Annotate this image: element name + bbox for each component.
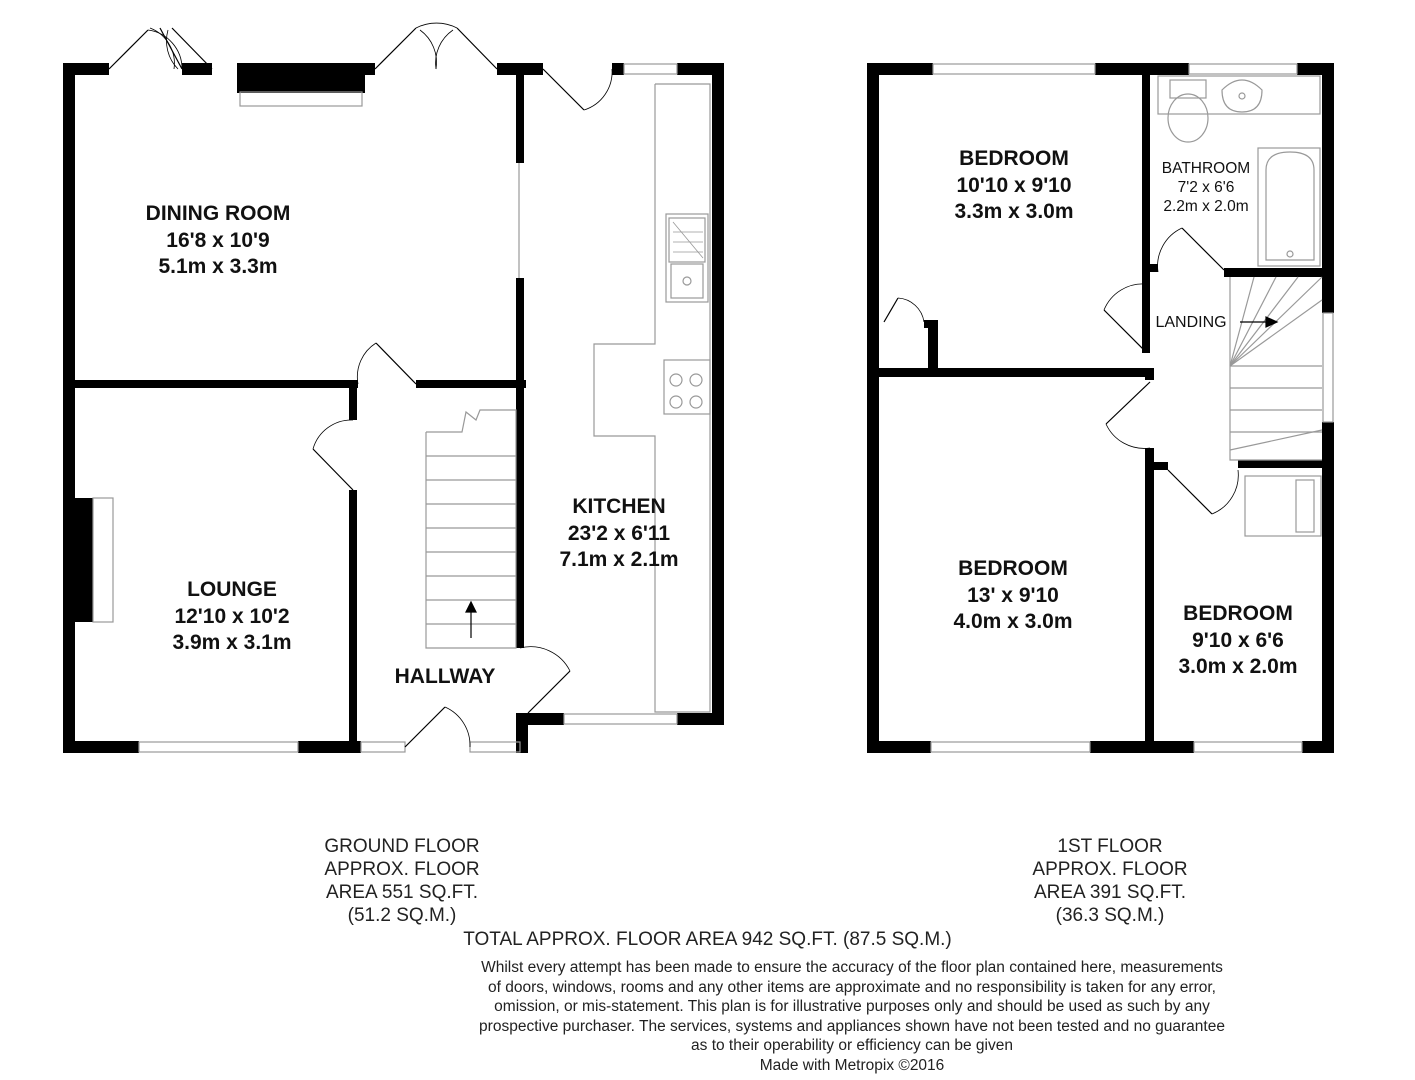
first-floor-summary-line: APPROX. FLOOR (1032, 859, 1188, 880)
first-floor-summary-line: (36.3 SQ.M.) (1055, 905, 1165, 926)
bedroom-1-metric: 3.3m x 3.0m (954, 200, 1074, 223)
first-floor-summary-line: 1ST FLOOR (1057, 836, 1163, 857)
ground-floor-summary (302, 835, 502, 927)
ground-floor-summary-line: APPROX. FLOOR (324, 859, 480, 880)
bedroom-3-imperial: 9'10 x 6'6 (1192, 629, 1284, 652)
bathroom-imperial: 7'2 x 6'6 (1177, 179, 1235, 196)
bathroom-name: BATHROOM (1161, 160, 1251, 177)
kitchen-name: KITCHEN (572, 495, 666, 518)
kitchen-metric: 7.1m x 2.1m (559, 548, 679, 571)
ground-floor-summary-line: GROUND FLOOR (324, 836, 480, 857)
credit-line: Made with Metropix ©2016 (759, 1056, 945, 1074)
disclaimer-line: of doors, windows, rooms and any other items are approximate and no responsibility is taken for any error, (487, 978, 1216, 996)
dining-room-metric: 5.1m x 3.3m (158, 255, 278, 278)
lounge-name: LOUNGE (187, 578, 277, 601)
first-floor-summary-line: AREA 391 SQ.FT. (1033, 882, 1187, 903)
ground-floor-plan (63, 23, 724, 753)
bedroom-3-name: BEDROOM (1183, 602, 1293, 625)
first-floor-summary (1010, 835, 1210, 927)
bedroom-2-name: BEDROOM (958, 557, 1068, 580)
disclaimer-line: Whilst every attempt has been made to ensure the accuracy of the floor plan contained here, measurements (481, 959, 1223, 976)
bedroom-3-metric: 3.0m x 2.0m (1178, 655, 1298, 678)
ground-floor-walls (63, 63, 724, 753)
lounge-imperial: 12'10 x 10'2 (174, 605, 290, 628)
dining-room-imperial: 16'8 x 10'9 (166, 229, 270, 252)
disclaimer (407, 958, 1297, 1075)
ground-floor-summary-line: AREA 551 SQ.FT. (325, 882, 479, 903)
bedroom-2-metric: 4.0m x 3.0m (953, 610, 1073, 633)
disclaimer-line: prospective purchaser. The services, systems and appliances shown have not been tested and no guarantee (479, 1017, 1225, 1035)
disclaimer-line: omission, or mis-statement. This plan is for illustrative purposes only and should be used as such by any (494, 998, 1210, 1015)
lounge-metric: 3.9m x 3.1m (172, 631, 292, 654)
first-floor-labels (953, 147, 1297, 678)
bedroom-2-imperial: 13' x 9'10 (967, 584, 1059, 607)
bedroom-1-imperial: 10'10 x 9'10 (956, 174, 1072, 197)
dining-room-name: DINING ROOM (145, 202, 291, 225)
disclaimer-line: as to their operability or efficiency can be given (691, 1037, 1013, 1054)
stair-arrow-icon (466, 602, 476, 638)
ground-floor-labels (146, 202, 679, 688)
first-floor-plan (867, 63, 1334, 753)
hallway-name: HALLWAY (394, 665, 496, 688)
kitchen-imperial: 23'2 x 6'11 (567, 522, 671, 545)
bedroom-1-name: BEDROOM (959, 147, 1069, 170)
total-floor-area: TOTAL APPROX. FLOOR AREA 942 SQ.FT. (87.5 SQ.M.) (463, 929, 952, 950)
ground-floor-summary-line: (51.2 SQ.M.) (347, 905, 457, 926)
bathroom-metric: 2.2m x 2.0m (1163, 198, 1249, 215)
landing-name: LANDING (1155, 314, 1227, 331)
